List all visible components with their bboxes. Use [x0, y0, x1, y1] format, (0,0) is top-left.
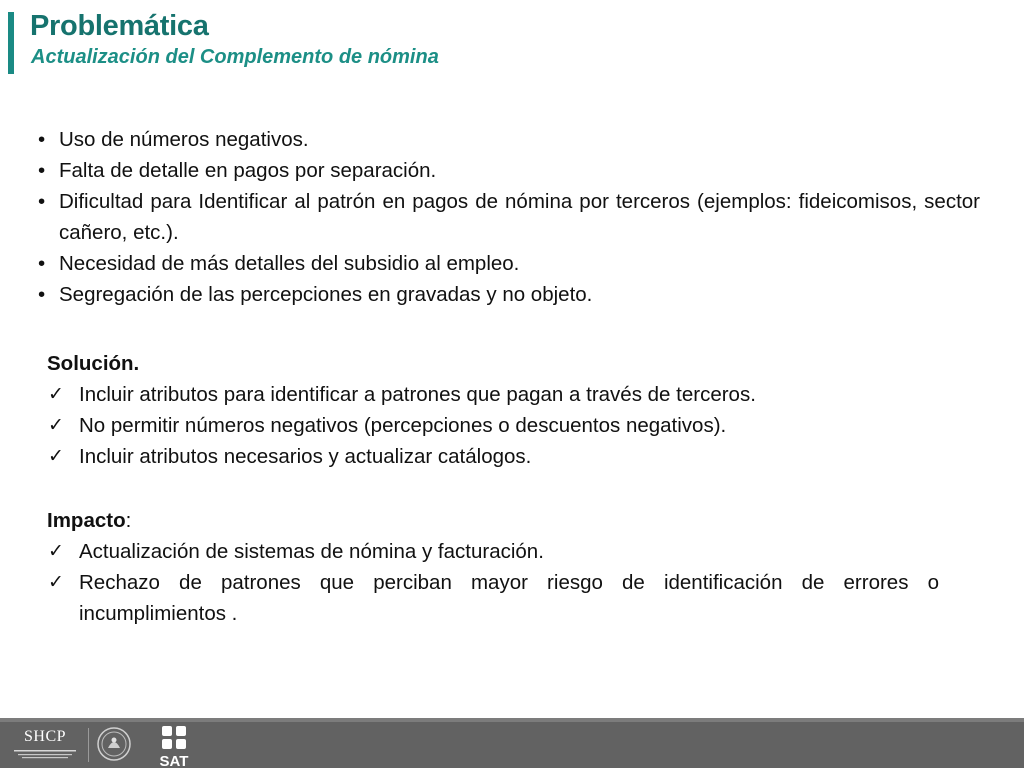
solution-section [47, 348, 939, 472]
slide-subtitle: Actualización del Complemento de nómina [31, 46, 439, 68]
list-item [38, 186, 980, 248]
list-item-text: Actualización de sistemas de nómina y facturación. [79, 540, 544, 563]
checkmark-icon: ✓ [48, 414, 64, 436]
list-item-text: Incluir atributos necesarios y actualizar catálogos. [79, 445, 532, 468]
list-item-text: Incluir atributos para identificar a patrones que pagan a través de terceros. [79, 383, 756, 406]
bullet-icon: • [38, 252, 46, 275]
title-accent-bar [8, 12, 14, 74]
impact-heading-colon: : [125, 509, 132, 532]
solution-heading: Solución. [47, 352, 140, 375]
bullet-icon: • [38, 283, 46, 306]
list-item [47, 379, 939, 410]
impact-list [47, 536, 939, 629]
list-item [47, 536, 939, 567]
list-item-text: Falta de detalle en pagos por separación. [59, 159, 437, 182]
national-seal-icon [96, 726, 132, 762]
sat-logo-icon [150, 724, 200, 768]
checkmark-icon: ✓ [48, 445, 64, 467]
list-item [38, 155, 980, 186]
list-item [38, 124, 980, 155]
list-item [47, 410, 939, 441]
checkmark-icon: ✓ [48, 540, 64, 562]
bullet-icon: • [38, 128, 46, 151]
checkmark-icon: ✓ [48, 571, 64, 593]
list-item-text: Rechazo de patrones que perciban mayor riesgo de identificación de errores o incumplimientos . [79, 571, 939, 625]
impact-section [47, 505, 939, 629]
list-item-text: No permitir números negativos (percepciones o descuentos negativos). [79, 414, 727, 437]
list-item [47, 567, 939, 629]
shcp-small-text-lines-icon [14, 749, 76, 759]
list-item [38, 248, 980, 279]
footer-divider-line [0, 718, 1024, 722]
bullet-icon: • [38, 190, 46, 213]
list-item-text: Dificultad para Identificar al patrón en pagos de nómina por terceros (ejemplos: fideicomisos, sector cañero, etc.). [59, 190, 980, 244]
sat-logo-text: SAT [159, 753, 189, 768]
logo-separator [88, 728, 89, 762]
checkmark-icon: ✓ [48, 383, 64, 405]
problem-list [38, 124, 980, 310]
bullet-icon: • [38, 159, 46, 182]
solution-list [47, 379, 939, 472]
list-item-text: Segregación de las percepciones en gravadas y no objeto. [59, 283, 593, 306]
list-item-text: Necesidad de más detalles del subsidio al empleo. [59, 252, 520, 275]
list-item [47, 441, 939, 472]
shcp-logo-text: SHCP [23, 728, 67, 745]
shcp-logo [10, 728, 80, 764]
slide-title: Problemática [30, 10, 209, 42]
impact-heading-line [47, 505, 939, 536]
list-item-text: Uso de números negativos. [59, 128, 309, 151]
list-item [38, 279, 980, 310]
impact-heading: Impacto [47, 509, 126, 532]
